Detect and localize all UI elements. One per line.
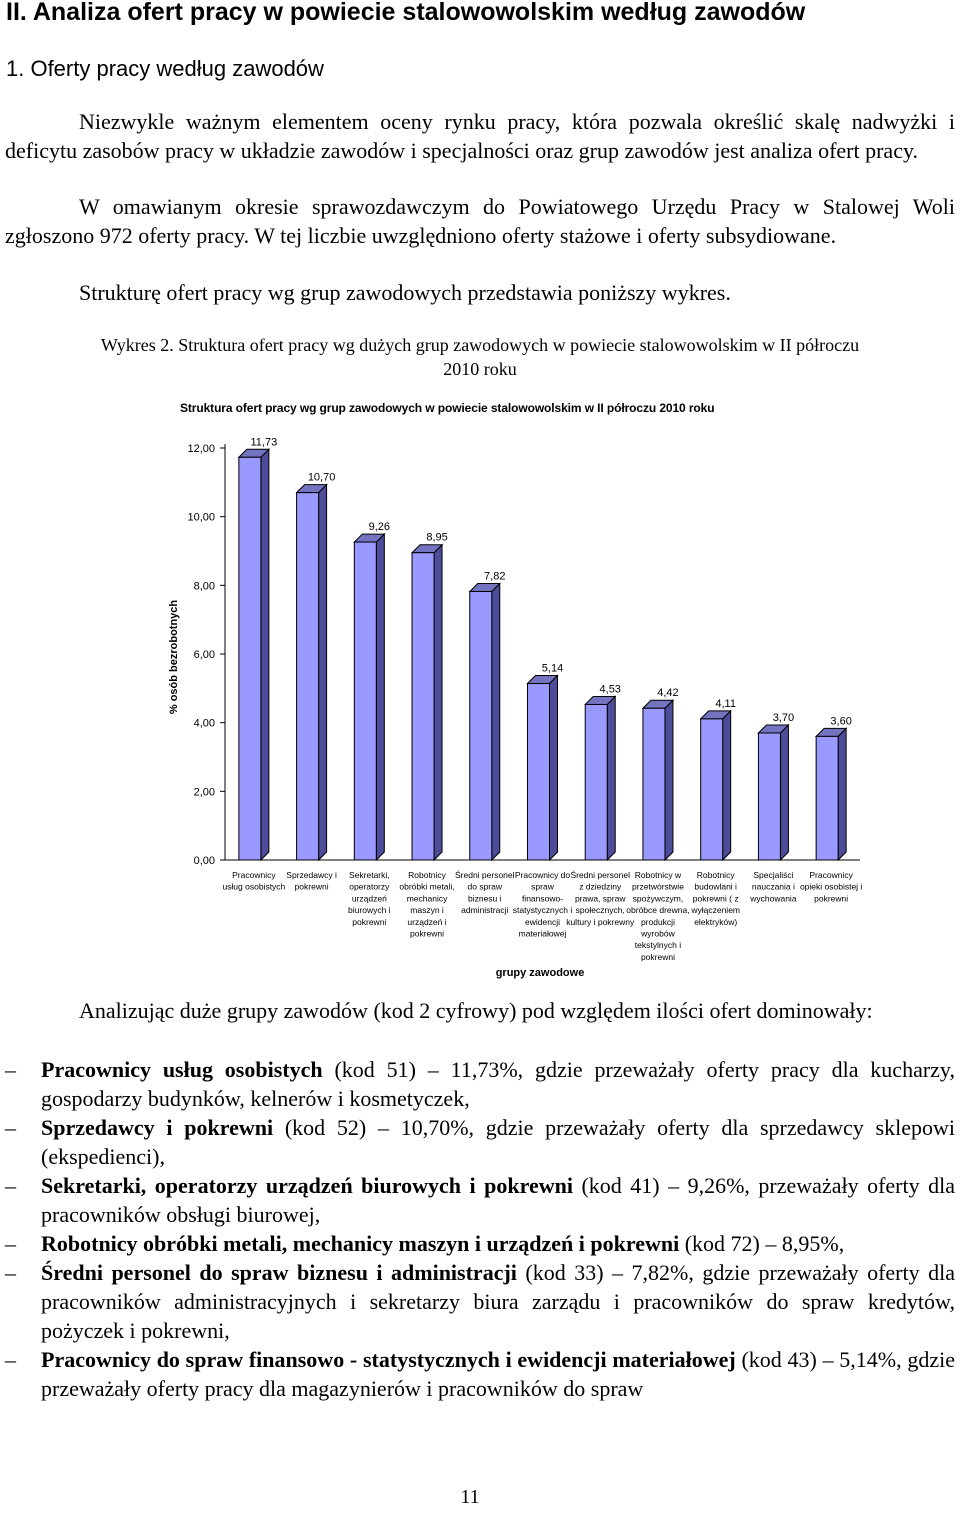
data-label: 3,60 xyxy=(830,715,852,728)
data-label: 5,14 xyxy=(541,662,564,675)
bar xyxy=(758,733,780,860)
bar xyxy=(239,457,261,860)
x-tick-label: Specjaliści nauczania i wychowania xyxy=(750,870,797,904)
occupation-list-item xyxy=(5,1171,955,1229)
occupation-group-name: Pracownicy usług osobistych xyxy=(41,1057,323,1082)
bar xyxy=(412,553,434,860)
y-tick-label: 10,00 xyxy=(187,511,215,524)
chart-intro-paragraph: Strukturę ofert pracy wg grup zawodowych przedstawia poniższy wykres. xyxy=(79,280,731,305)
dash-bullet: – xyxy=(5,1173,16,1198)
bar xyxy=(354,542,376,860)
occupation-description: (kod 33) – 7,82%, gdzie przeważały oferty dla pracowników administracyjnych i sekretarzy biura zarządu i pracowników do spraw kredytów, pożyczek i pokrewni, xyxy=(41,1260,955,1343)
occupation-list-item xyxy=(5,1258,955,1345)
occupation-group-name: Sprzedawcy i pokrewni xyxy=(41,1115,274,1140)
x-tick-label: Robotnicy budowlani i pokrewni ( z wyłączeniem elektryków) xyxy=(691,870,741,927)
occupation-description: (kod 41) – 9,26%, przeważały oferty dla pracowników obsługi biurowej, xyxy=(41,1173,955,1227)
occupation-description: (kod 72) – 8,95%, xyxy=(679,1231,845,1256)
occupation-group-name: Robotnicy obróbki metali, mechanicy maszyn i urządzeń i pokrewni xyxy=(41,1231,680,1256)
occupation-list xyxy=(5,1055,955,1403)
bar-side xyxy=(261,449,269,860)
bar-side xyxy=(723,711,731,860)
bar-side xyxy=(780,725,788,860)
page-number: 11 xyxy=(460,1486,480,1508)
data-label: 8,95 xyxy=(426,531,448,544)
bar xyxy=(528,684,550,860)
occupation-group-name: Pracownicy do spraw finansowo - statystycznych i ewidencji materiałowej xyxy=(41,1347,736,1372)
bar-side xyxy=(434,545,442,860)
dash-bullet: – xyxy=(5,1057,16,1082)
y-tick-label: 0,00 xyxy=(193,855,215,867)
x-tick-label: Średni personel do spraw biznesu i administracji xyxy=(454,870,515,916)
x-tick-label: Robotnicy w przetwórstwie spożywczym, obróbce drewna, produkcji wyrobów tekstylnych i pokrewni xyxy=(626,870,690,962)
occupation-description: (kod 43) – 5,14%, gdzie przeważały oferty pracy dla magazynierów i pracowników do spraw xyxy=(41,1347,955,1401)
dash-bullet: – xyxy=(5,1231,16,1256)
figure-caption: Wykres 2. Struktura ofert pracy wg dużych grup zawodowych w powiecie stalowowolskim w II półroczu 2010 roku xyxy=(100,335,860,379)
bar xyxy=(585,704,607,860)
subsection-heading: 1. Oferty pracy według zawodów xyxy=(6,56,324,81)
data-label: 4,53 xyxy=(599,683,621,696)
data-label: 10,70 xyxy=(307,471,336,484)
x-tick-label: Sprzedawcy i pokrewni xyxy=(286,870,337,892)
x-tick-label: Sekretarki, operatorzy urządzeń biurowych i pokrewni xyxy=(348,870,391,927)
intro-paragraph: Niezwykle ważnym elementem oceny rynku pracy, która pozwala określić skalę nadwyżki i deficytu zasobów pracy w układzie zawodów i specjalności oraz grup zawodów jest analiza ofert pracy. xyxy=(5,109,955,163)
x-tick-label: Pracownicy opieki osobistej i pokrewni xyxy=(799,870,863,904)
bar xyxy=(297,493,319,860)
y-tick-label: 8,00 xyxy=(193,580,215,593)
y-tick-label: 12,00 xyxy=(187,443,215,455)
chart-title: Struktura ofert pracy wg grup zawodowych w powiecie stalowowolskim w II półroczu 2010 roku xyxy=(180,401,715,415)
offers-paragraph: W omawianym okresie sprawozdawczym do Powiatowego Urzędu Pracy w Stalowej Woli zgłoszono 972 oferty pracy. W tej liczbie uwzględniono oferty stażowe i oferty subsydiowane. xyxy=(5,194,955,248)
bar-side xyxy=(665,700,673,860)
bar xyxy=(816,736,838,860)
analysis-intro: Analizując duże grupy zawodów (kod 2 cyfrowy) pod względem ilości ofert dominowały: xyxy=(79,998,873,1023)
bar-side xyxy=(550,676,558,860)
bar xyxy=(643,708,665,860)
y-tick-label: 6,00 xyxy=(193,649,215,661)
occupation-list-item xyxy=(5,1055,955,1113)
occupation-list-item xyxy=(5,1229,955,1258)
occupation-group-name: Średni personel do spraw biznesu i administracji xyxy=(41,1260,517,1285)
y-axis-label: % osób bezrobotnych xyxy=(168,599,180,715)
data-label: 7,82 xyxy=(484,570,506,583)
x-tick-label: Średni personel z dziedziny prawa, spraw społecznych, kultury i pokrewny xyxy=(566,870,635,927)
bar xyxy=(701,719,723,860)
bar xyxy=(470,592,492,860)
x-tick-label: Pracownicy do spraw finansowo-statystycznych i ewidencji materiałowej xyxy=(512,870,573,939)
dash-bullet: – xyxy=(5,1347,16,1372)
bar-side xyxy=(492,584,500,860)
y-tick-label: 4,00 xyxy=(193,717,215,730)
dash-bullet: – xyxy=(5,1115,16,1140)
bar-side xyxy=(607,696,615,860)
x-tick-label: Pracownicy usług osobistych xyxy=(222,870,286,892)
section-heading: II. Analiza ofert pracy w powiecie stalowowolskim według zawodów xyxy=(6,0,806,26)
occupation-list-item xyxy=(5,1113,955,1171)
bar-side xyxy=(376,534,384,860)
data-label: 9,26 xyxy=(368,521,391,534)
bar-side xyxy=(838,728,846,860)
occupation-description: (kod 52) – 10,70%, gdzie przeważały oferty dla sprzedawcy sklepowi (ekspedienci), xyxy=(41,1115,955,1169)
occupation-description: (kod 51) – 11,73%, gdzie przeważały oferty pracy dla kucharzy, gospodarzy budynków, kelnerów i kosmetyczek, xyxy=(41,1057,955,1111)
data-label: 4,42 xyxy=(657,687,679,700)
bar-chart xyxy=(0,425,960,985)
bar-side xyxy=(319,485,327,860)
dash-bullet: – xyxy=(5,1260,16,1285)
occupation-group-name: Sekretarki, operatorzy urządzeń biurowych i pokrewni xyxy=(41,1173,573,1198)
occupation-list-item xyxy=(5,1345,955,1403)
y-tick-label: 2,00 xyxy=(193,786,215,799)
data-label: 4,11 xyxy=(715,697,736,710)
data-label: 3,70 xyxy=(772,711,795,724)
x-tick-label: Robotnicy obróbki metali, mechanicy maszyn i urządzeń i pokrewni xyxy=(399,870,455,939)
data-label: 11,73 xyxy=(250,436,278,449)
x-axis-label: grupy zawodowe xyxy=(495,967,585,979)
